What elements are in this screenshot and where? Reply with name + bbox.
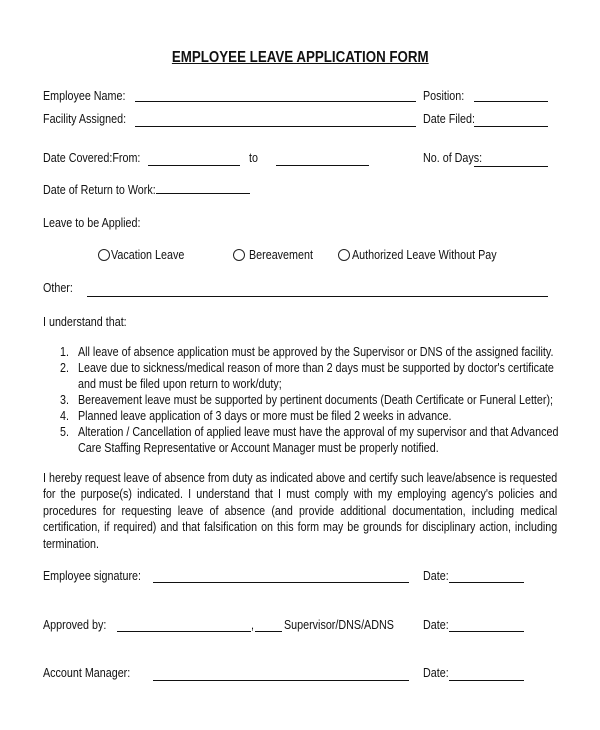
rule-text: Care Staffing Representative or Account Manager must be properly notified. — [78, 441, 439, 455]
account-manager-date-field[interactable] — [449, 680, 524, 681]
other-label: Other: — [43, 281, 73, 295]
date-from-field[interactable] — [148, 165, 240, 166]
account-manager-label: Account Manager: — [43, 666, 131, 680]
position-label: Position: — [423, 89, 465, 103]
rule-number: 1. — [60, 345, 69, 359]
account-manager-field[interactable] — [153, 680, 409, 681]
vacation-leave-radio[interactable] — [98, 249, 110, 261]
no-of-days-field[interactable] — [474, 166, 548, 167]
date-covered-from-label: Date Covered:From: — [43, 151, 141, 165]
rule-number: 5. — [60, 425, 69, 439]
date-filed-label: Date Filed: — [423, 112, 475, 126]
supervisor-label: Supervisor/DNS/ADNS — [284, 618, 394, 632]
bereavement-radio[interactable] — [233, 249, 245, 261]
rule-text: Planned leave application of 3 days or more must be filed 2 weeks in advance. — [78, 409, 452, 423]
comma: , — [251, 618, 254, 632]
approved-by-label: Approved by: — [43, 618, 107, 632]
no-of-days-label: No. of Days: — [423, 151, 483, 165]
to-label: to — [249, 151, 258, 165]
approved-by-field[interactable] — [117, 631, 251, 632]
employee-name-field[interactable] — [135, 101, 416, 102]
rule-number: 2. — [60, 361, 69, 375]
rule-text: Alteration / Cancellation of applied leave must have the approval of my supervisor and that Advanced — [78, 425, 559, 439]
date-of-return-field[interactable] — [156, 193, 250, 194]
facility-assigned-field[interactable] — [135, 126, 416, 127]
authorized-leave-radio[interactable] — [338, 249, 350, 261]
rule-text: and must be filed upon return to work/duty; — [78, 377, 282, 391]
form-title-text: EMPLOYEE LEAVE APPLICATION FORM — [171, 49, 429, 66]
date-to-field[interactable] — [276, 165, 369, 166]
rule-number: 3. — [60, 393, 69, 407]
date-label: Date: — [423, 618, 449, 632]
bereavement-label: Bereavement — [249, 248, 313, 262]
form-title — [0, 49, 600, 67]
date-label: Date: — [423, 666, 449, 680]
approved-by-date-field[interactable] — [449, 631, 524, 632]
employee-name-label: Employee Name: — [43, 89, 126, 103]
approved-by-extra-field[interactable] — [255, 631, 282, 632]
rule-number: 4. — [60, 409, 69, 423]
date-label: Date: — [423, 569, 449, 583]
date-of-return-label: Date of Return to Work: — [43, 183, 156, 197]
rule-text: All leave of absence application must be approved by the Supervisor or DNS of the assigned facility. — [78, 345, 554, 359]
other-field[interactable] — [87, 296, 548, 297]
rule-text: Leave due to sickness/medical reason of more than 2 days must be supported by doctor's certificate — [78, 361, 554, 375]
facility-assigned-label: Facility Assigned: — [43, 112, 127, 126]
authorized-leave-label: Authorized Leave Without Pay — [352, 248, 497, 262]
position-field[interactable] — [474, 101, 548, 102]
vacation-leave-label: Vacation Leave — [111, 248, 185, 262]
employee-signature-label: Employee signature: — [43, 569, 141, 583]
employee-signature-field[interactable] — [153, 582, 409, 583]
rule-text: Bereavement leave must be supported by pertinent documents (Death Certificate or Funeral Letter); — [78, 393, 554, 407]
employee-signature-date-field[interactable] — [449, 582, 524, 583]
date-filed-field[interactable] — [474, 126, 548, 127]
understand-heading: I understand that: — [43, 315, 127, 329]
leave-to-be-applied-label: Leave to be Applied: — [43, 216, 141, 230]
certification-paragraph: I hereby request leave of absence from duty as indicated above and certify such leave/absence is requested for the purpose(s) indicated. I understand that I must comply with my employing agency's policies and procedures for requesting leave of absence (and provide additional documentation, including medical certification, if required) and that falsification on this form may be grounds for disciplinary action, including termination. — [43, 471, 558, 551]
